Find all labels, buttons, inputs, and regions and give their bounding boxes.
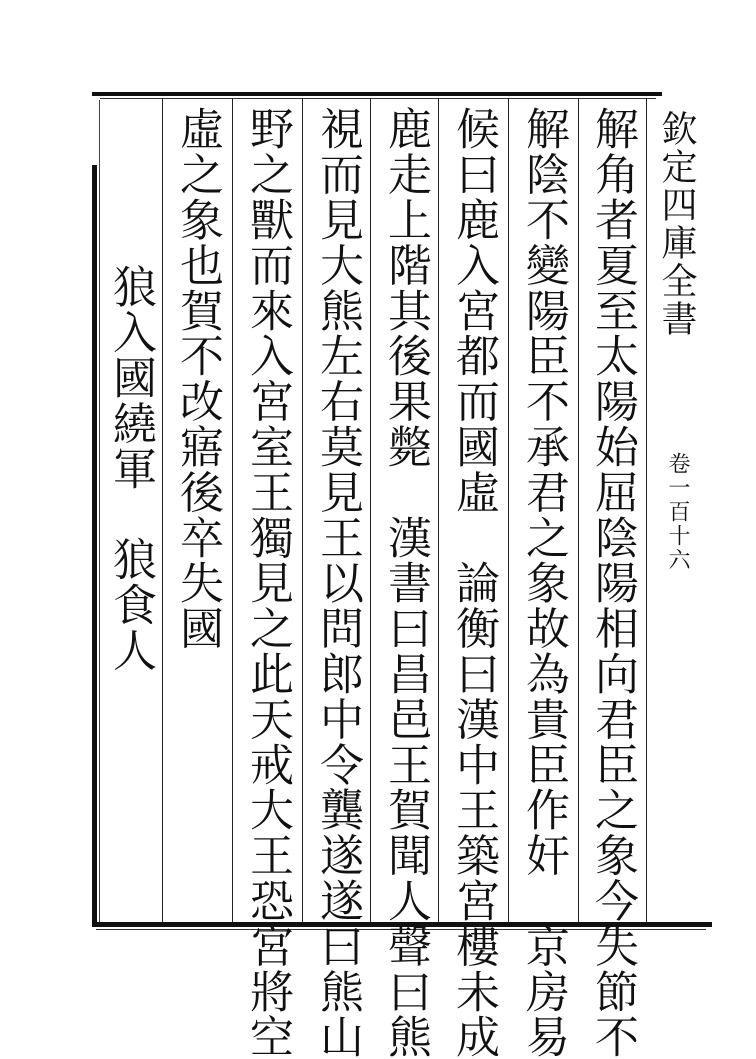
top-border-rule: [92, 92, 662, 96]
page-margin-column: [646, 100, 708, 922]
column-divider: [578, 98, 579, 922]
text-column-2: 解陰不變陽臣不承君之象故為貴臣作奸 京房易: [518, 106, 569, 1059]
book-title: 欽定四庫全書: [656, 110, 697, 338]
column-divider: [438, 98, 439, 922]
column-divider: [508, 98, 509, 922]
text-column-7: 虛之象也賀不改寤後卒失國: [172, 106, 223, 651]
text-column-1: 解角者夏至太陽始屈陰陽相向君臣之象今失節不: [587, 106, 638, 1059]
text-column-4: 鹿走上階其後果斃 漢書曰昌邑王賀聞人聲曰熊: [380, 106, 431, 1059]
column-divider: [232, 98, 233, 922]
left-border-inner-rule: [99, 100, 100, 922]
column-divider: [162, 98, 163, 922]
column-divider: [302, 98, 303, 922]
column-divider: [370, 98, 371, 922]
text-column-8: 狼入國繞軍 狼食人: [105, 264, 156, 673]
text-column-3: 候曰鹿入宮都而國虛 論衡曰漢中王築宮樓未成: [448, 106, 499, 1059]
juan-number: 卷一百十六: [665, 452, 690, 572]
left-border-rule: [92, 165, 97, 923]
text-column-6: 野之獸而來入宮室王獨見之此天戒大王恐宮將空: [242, 106, 293, 1059]
top-border-inner-rule: [100, 98, 656, 99]
text-column-5: 視而見大熊左右莫見王以問郎中令龔遂遂曰熊山: [312, 106, 363, 1059]
